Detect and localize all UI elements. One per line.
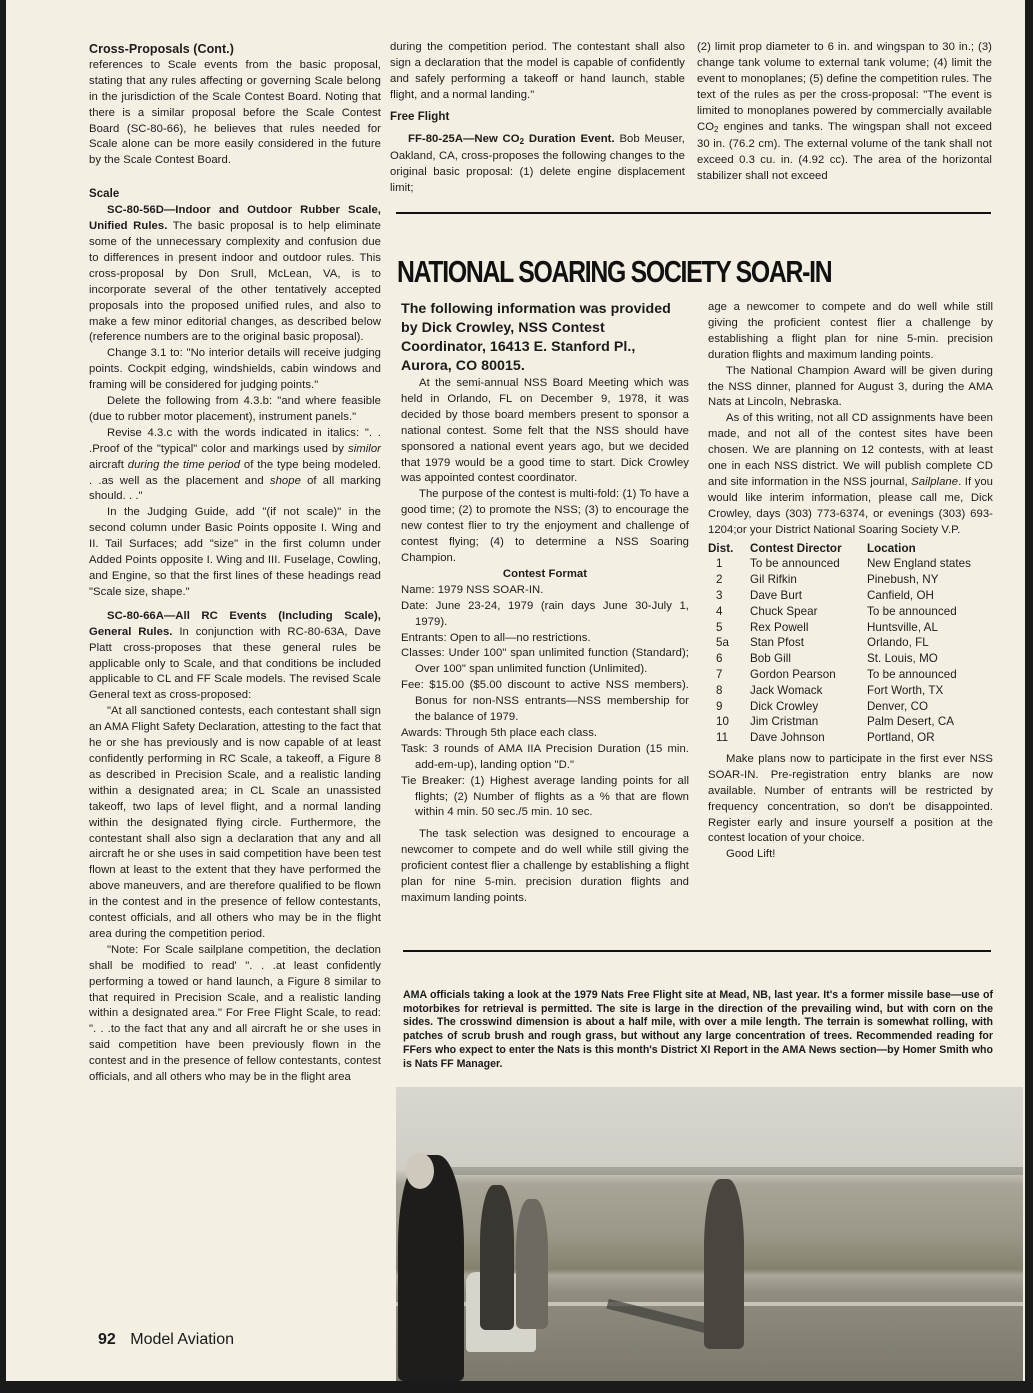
table-row: 2 Gil Rifkin Pinebush, NY xyxy=(716,573,939,587)
contest-format-list xyxy=(401,583,689,822)
format-item-tie-breaker: Tie Breaker: (1) Highest average landing points for all flights; (2) Number of flights as a % that are flown within 4 min. 50 sec./5 min. 10 sec. xyxy=(401,774,689,819)
format-item-classes: Classes: Under 100" span unlimited function (Standard); Over 100" span unlimited function (Unlimited). xyxy=(401,647,689,676)
left-column xyxy=(89,42,381,1086)
table-row: 7 Gordon Pearson To be announced xyxy=(716,667,957,681)
photo-horizon xyxy=(436,1167,1023,1175)
table-header-row xyxy=(708,541,993,557)
page-number: 92 xyxy=(98,1331,116,1348)
sc-80-66a-quote: "At all sanctioned contests, each contestant shall sign an AMA Flight Safety Declaration, attesting to the fact that he or she has previously and is now capable of at least confidently performing in RC Scale, a takeoff, a Figure 8 as described in Precision Scale, and a realistic landing within a designated area; in CL Scale an unassisted takeoff, two laps of level flight, and a normal landing within the designated flying circle. Furthermore, the contestant shall also sign a declaration that any and all aircraft he or she uses in said competition have been test flown at least to the extent that they have performed the above maneuvers, and are therefore qualified to be flown in the contest and in the presence of fellow contestants, contest officials, and all others who may be in the flight area during the competition period. xyxy=(89,705,381,940)
article-column-left xyxy=(401,300,689,907)
article-column-right xyxy=(708,300,993,863)
ff-rules-continuation: (2) limit prop diameter to 6 in. and wingspan to 30 in.; (3) change tank volume to external tank volume; (4) limit the event to monoplanes; (5) define the competition rules. The text of the rules as per the cross-proposal: "The event is limited to monoplanes powered by commercially available $CO_2$ engines and tanks. The wingspan shall not exceed 30 in. (76.2 cm). The external volume of the tank shall not exceed 0.3 cu. in. (4.92 cc). The area of the horizontal stabilizer shall not exceed xyxy=(697,41,992,183)
page-footer xyxy=(98,1331,234,1349)
ff-80-25a-title: FF-80-25A—New $CO_2$ Duration Event. xyxy=(408,132,615,146)
table-row: 4 Chuck Spear To be announced xyxy=(716,604,957,618)
table-row: 5 Rex Powell Huntsville, AL xyxy=(716,620,938,634)
section-heading-cross-proposals: Cross-Proposals (Cont.) xyxy=(89,42,234,56)
format-item-name: Name: 1979 NSS SOAR-IN. xyxy=(401,583,544,596)
sc-80-56d-title: SC-80-56D—Indoor and Outdoor Rubber Scale, Unified Rules. xyxy=(89,204,381,233)
sc-80-66a-title: SC-80-66A—All RC Events (Including Scale), General Rules. xyxy=(89,609,381,638)
format-item-date: Date: June 23-24, 1979 (rain days June 30-July 1, 1979). xyxy=(401,599,689,628)
table-row: 10 Jim Cristman Palm Desert, CA xyxy=(716,715,955,729)
photo-person-walking xyxy=(704,1179,744,1349)
contest-format-heading: Contest Format xyxy=(502,567,588,580)
article-signoff: Good Lift! xyxy=(726,848,776,861)
header-dist: Dist. xyxy=(708,541,734,555)
format-item-awards: Awards: Through 5th place each class. xyxy=(401,726,598,739)
judging-guide-paragraph: In the Judging Guide, add "(if not scale)" in the second column under Basic Points opposite I. Wing and II. Tail Surfaces; add "size" in the first column under Added Points opposite I. Wing and III. Fuselage, Cowling, and Engine, so that the first lines of these headings read "Scale size, shape." xyxy=(89,506,381,598)
change-3-1: Change 3.1 to: "No interior details will receive judging points. Cockpit edging, windshields, cabin windows and framing will be considered for judging points." xyxy=(89,347,381,392)
ff-80-25a-paragraph: FF-80-25A—New $CO_2$ Duration Event. Bob Meuser, Oakland, CA, cross-proposes the following changes to the original basic proposal: (1) delete engine displacement limit; xyxy=(390,132,685,195)
sc-80-56d-paragraph: SC-80-56D—Indoor and Outdoor Rubber Scale, Unified Rules. The basic proposal is to help eliminate some of the unnecessary complexity and confusion due to differences in present indoor and outdoor rules. This cross-proposal by Don Srull, McLean, VA, is to incorporate several of the other tentatively accepted proposals into the proposed unified rules, and also to make a few minor editorial changes, as described below (reference numbers are to the original basic proposal). xyxy=(89,204,381,344)
publication-name: Model Aviation xyxy=(130,1331,235,1348)
table-row: 11 Dave Johnson Portland, OR xyxy=(716,731,935,745)
table-row: 5a Stan Pfost Orlando, FL xyxy=(716,636,929,650)
delete-4-3-b: Delete the following from 4.3.b: "and where feasible (due to rubber motor placement), instrument panels." xyxy=(89,395,381,423)
table-row: 3 Dave Burt Canfield, OH xyxy=(716,588,934,602)
right-top-column xyxy=(697,40,992,185)
middle-top-column xyxy=(390,40,685,197)
article-para-5: As of this writing, not all CD assignments have been made, and not all of the contest sites have been chosen. We are planning on 12 contests, with at least one in each NSS district. We will publish complete CD and site information in the NSS journal, Sailplane. If you would like interim information, please call me, Dick Crowley, days (303) 773-6374, or evenings (303) 693-1204;or your District National Soaring Society V.P. xyxy=(708,412,994,536)
magazine-page xyxy=(6,0,1025,1381)
article-para-6: Make plans now to participate in the first ever NSS SOAR-IN. Pre-registration entry blanks are now available. Number of entrants will be restricted by frequency concentration, so don't be disappointed. Register early and insure yourself a position at the contest location of your choice. xyxy=(708,752,993,845)
article-para-3-continued: age a newcomer to compete and do well while still giving the proficient contest flier a challenge by establishing a flight plan for nine 5-min. precision duration flights and maximum landing points. xyxy=(708,301,993,361)
sc-80-66a-paragraph: SC-80-66A—All RC Events (Including Scale), General Rules. In conjunction with RC-80-63A, Dave Platt cross-proposes that these general rules be applicable only to Scale, and that conditions be included applicable to CL and FF Scale models. The revised Scale General text as cross-proposed: xyxy=(89,609,381,702)
article-para-2: The purpose of the contest is multi-fold: (1) To have a good time; (2) to promote the NSS; (3) to encourage the new contest flier to try the enjoyment and challenge of contest flying; (4) to determine a NSS Soaring Champion. xyxy=(401,488,689,564)
table-row: 8 Jack Womack Fort Worth, TX xyxy=(716,683,944,697)
article-headline: NATIONAL SOARING SOCIETY SOAR-IN xyxy=(397,254,832,289)
photo-person-2 xyxy=(480,1185,514,1330)
subheading-free-flight: Free Flight xyxy=(390,110,450,123)
photo-person-foreground xyxy=(398,1155,464,1381)
continuation-paragraph: during the competition period. The contestant shall also sign a declaration that the model is capable of confidently and safely performing a takeoff or hand launch, stable flight, and a normal landing." xyxy=(390,41,685,101)
sc-80-66a-note: "Note: For Scale sailplane competition, the declation shall be modified to read' ". . .at least confidently performing a towed or hand launch, a Figure 8 similar to that required in Precision Scale, and a realistic landing within a designated area." For Free Flight Scale, to read: ". . .to the fact that any and all aircraft he or she uses in said competition have been previously flown in the contest and in the presence of fellow contestants, contest officials, and all others who may be in the flight area xyxy=(89,943,381,1084)
table-row: 9 Dick Crowley Denver, CO xyxy=(716,699,929,713)
table-row: 1 To be announced New England states xyxy=(716,557,972,571)
article-para-4: The National Champion Award will be given during the NSS dinner, planned for August 3, during the AMA Nats at Lincoln, Nebraska. xyxy=(708,364,993,409)
article-para-3: The task selection was designed to encourage a newcomer to compete and do well while still giving the proficient contest flier a challenge by establishing a flight plan for nine 5-min. precision duration flights and maximum landing points. xyxy=(401,828,689,904)
revise-4-3-c: Revise 4.3.c with the words indicated in italics: ". . .Proof of the "typical" color and markings used by similor aircraft during the time period of the type being modeled. . .as well as the placement and shope of all marking should. . ." xyxy=(89,426,381,503)
intro-paragraph: references to Scale events from the basic proposal, stating that any rules affecting or governing Scale belong in the jurisdiction of the Scale Contest Board. Noting that there is a similar proposal before the Scale Contest Board (SC-80-66), he believes that rules needed for Scale alone can be more easily considered in the future by the Scale Contest Board. xyxy=(89,58,381,167)
format-item-fee: Fee: $15.00 ($5.00 discount to active NSS members). Bonus for non-NSS entrants—NSS membership for the balance of 1979. xyxy=(401,679,689,724)
table-row: 6 Bob Gill St. Louis, MO xyxy=(716,652,938,666)
photo-caption: AMA officials taking a look at the 1979 Nats Free Flight site at Mead, NB, last year. It's a former missile base—use of motorbikes for retrieval is permitted. The site is large in the direction of the prevailing wind, but with corn on the sides. The crosswind dimension is about a half mile, with over a mile length. The terrain is somewhat rolling, with patches of scrub brush and rough grass, but without any large concentration of trees. Recommended reading for FFers who expect to enter the Nats is this month's District XI Report in the AMA News section—by Homer Smith who is Nats FF Manager. xyxy=(403,988,993,1071)
photo-person-head xyxy=(406,1153,434,1189)
format-item-entrants: Entrants: Open to all—no restrictions. xyxy=(401,631,591,644)
format-item-task: Task: 3 rounds of AMA IIA Precision Duration (15 min. add-em-up), landing option "D." xyxy=(401,742,689,771)
article-deck: The following information was provided by Dick Crowley, NSS Contest Coordinator, 16413 E. Stanford Pl., Aurora, CO 80015. xyxy=(401,301,671,374)
photo-person-3 xyxy=(516,1199,548,1329)
header-director: Contest Director xyxy=(750,541,842,555)
article-para-1: At the semi-annual NSS Board Meeting which was held in Orlando, FL on December 9, 1978, it was decided by those board members present to sponsor a national contest. Some felt that the NSS should have sponsored a national event years ago, but we decided that 1979 would be a good time to start. Dick Crowley was appointed contest coordinator. xyxy=(401,377,689,485)
field-photo xyxy=(396,1087,1023,1381)
subheading-scale: Scale xyxy=(89,188,120,201)
contest-directors-table xyxy=(708,541,993,746)
top-divider-rule xyxy=(396,212,991,214)
caption-divider-rule xyxy=(403,950,991,952)
header-location: Location xyxy=(867,541,916,555)
